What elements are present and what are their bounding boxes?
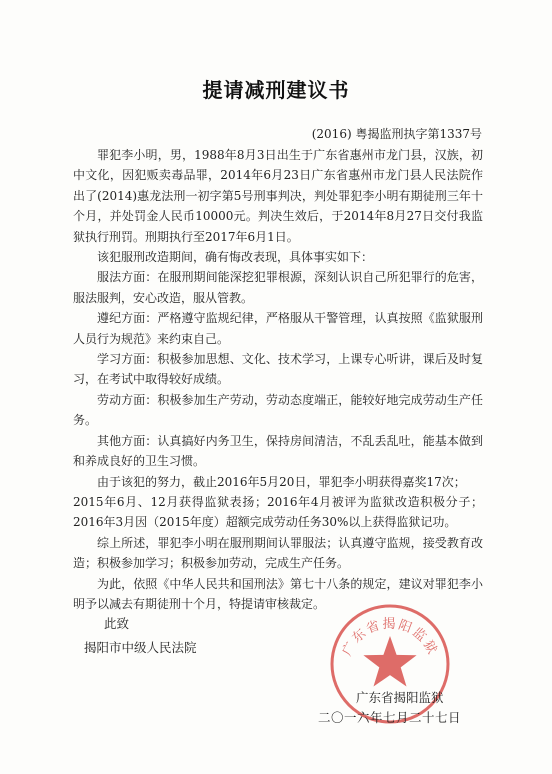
paragraph-other: 其他方面：认真搞好内务卫生，保持房间清洁，不乱丢乱吐，能基本做到和养成良好的卫生习惯。 [73, 433, 483, 469]
recipient-court: 揭阳市中级人民法院 [84, 640, 197, 655]
seal-text: 广东省揭阳监狱 [339, 617, 441, 659]
paragraph-obedience: 服法方面：在服刑期间能深挖犯罪根源，深刻认识自己所犯罪行的危害，服法服判，安心改造，服从管教。 [73, 270, 483, 305]
seal-star-icon [363, 636, 416, 687]
document-date: 二〇一六年七月二十七日 [318, 710, 462, 725]
signing-organization: 广东省揭阳监狱 [356, 690, 444, 705]
paragraph-study: 学习方面：积极参加思想、文化、技术学习，上课专心听讲，课后及时复习，在考试中取得较好成绩。 [73, 352, 483, 387]
document-number: (2016) 粤揭监刑执字第1337号 [311, 127, 482, 141]
paragraph-labor: 劳动方面：积极参加生产劳动，劳动态度端正，能较好地完成劳动生产任务。 [73, 392, 483, 428]
document-body [73, 145, 483, 614]
paragraph-discipline: 遵纪方面：严格遵守监规纪律，严格服从干警管理，认真按照《监狱服刑人员行为规范》来约束自己。 [73, 311, 483, 346]
paragraph-awards: 2015年6月、12月获得监狱表扬；2016年4月被评为监狱改造积极分子；2016年3月因（2015年度）超额完成劳动任务30%以上获得监狱记功。 [73, 494, 483, 530]
paragraph-effort: 由于该犯的努力，截止2016年5月20日，罪犯李小明获得嘉奖17次； [97, 474, 466, 489]
closing-text: 此致 [104, 616, 130, 631]
paragraph-summary: 该犯服刑改造期间，确有悔改表现，具体事实如下： [97, 250, 374, 265]
paragraph-recommendation: 为此，依照《中华人民共和国刑法》第七十八条的规定，建议对罪犯李小明予以减去有期徒刑十个月，特提请审核裁定。 [73, 576, 483, 611]
paragraph-conclusion: 综上所述，罪犯李小明在服刑期间认罪服法；认真遵守监规，接受教育改造；积极参加学习；积极参加劳动，完成生产任务。 [73, 535, 483, 571]
document-title: 提请减刑建议书 [202, 78, 350, 102]
paragraph-intro: 罪犯李小明，男，1988年8月3日出生于广东省惠州市龙门县，汉族，初中文化，因犯贩卖毒品罪，2014年6月23日广东省惠州市龙门县人民法院作出了(2014)惠龙法刑一初字第5号刑事判决，判处罪犯李小明有期徒刑三年十个月，并处罚金人民币10000元。判决生效后，于2014年8月27日交付我监狱执行刑罚。刑期执行至2017年6月1日。 [73, 148, 483, 244]
